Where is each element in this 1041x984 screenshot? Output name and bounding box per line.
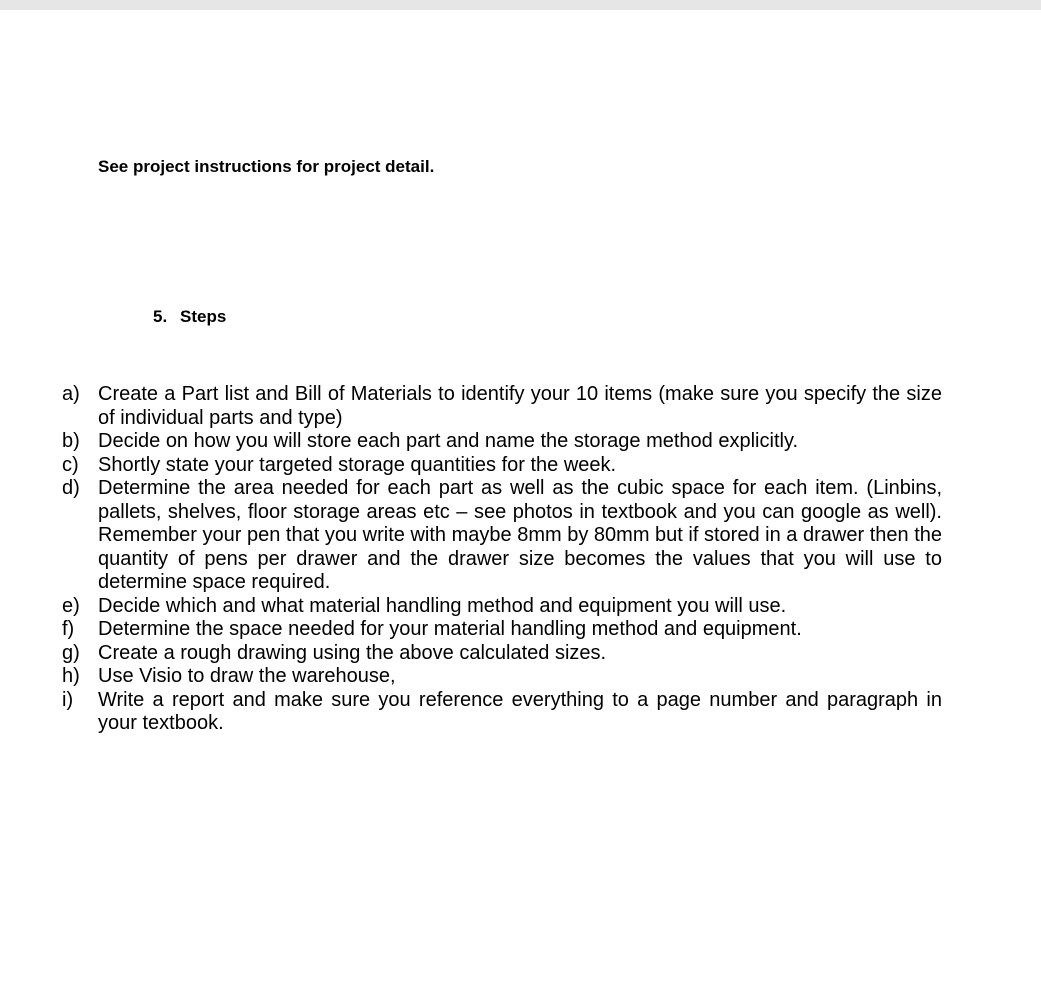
step-marker: i): [62, 688, 74, 711]
step-marker: g): [62, 641, 80, 664]
step-item-e: [62, 595, 942, 619]
section-number: 5.: [153, 307, 168, 326]
step-text: Create a Part list and Bill of Materials to identify your 10 items (make sure you specify the size of individual parts and type): [98, 383, 942, 429]
step-marker: d): [62, 477, 80, 499]
step-marker: b): [62, 430, 80, 452]
step-item-g: [62, 642, 942, 666]
step-marker: f): [62, 618, 75, 640]
step-text: Write a report and make sure you reference everything to a page number and paragraph in your textbook.: [98, 688, 942, 734]
step-text: Shortly state your targeted storage quantities for the week.: [98, 453, 617, 476]
step-marker: a): [62, 383, 80, 405]
step-marker: h): [62, 665, 80, 687]
step-marker: e): [62, 594, 80, 617]
step-item-a: [62, 383, 942, 430]
step-text: Determine the space needed for your material handling method and equipment.: [98, 618, 802, 640]
document-page: [0, 10, 1041, 984]
step-item-d: [62, 477, 942, 595]
step-item-c: [62, 454, 942, 478]
step-item-h: [62, 665, 942, 689]
step-item-f: [62, 618, 942, 642]
step-text: Use Visio to draw the warehouse,: [98, 665, 396, 687]
step-text: Decide which and what material handling method and equipment you will use.: [98, 594, 787, 617]
section-title: Steps: [180, 307, 227, 326]
section-heading: [153, 307, 226, 327]
top-bar: [0, 0, 1041, 10]
step-item-b: [62, 430, 942, 454]
step-item-i: [62, 689, 942, 736]
step-text: Determine the area needed for each part as well as the cubic space for each item. (Linbins, pallets, shelves, floor storage areas etc – see photos in textbook and you can google as well). Remember your pen that you write with maybe 8mm by 80mm but if stored in a drawer then the quantity of pens per drawer and the drawer size becomes the values that you will use to determine space required.: [98, 477, 942, 593]
intro-text: See project instructions for project detail.: [98, 157, 435, 176]
steps-list: [62, 383, 942, 736]
step-text: Decide on how you will store each part and name the storage method explicitly.: [98, 430, 799, 452]
step-marker: c): [62, 453, 79, 476]
step-text: Create a rough drawing using the above calculated sizes.: [98, 641, 607, 664]
